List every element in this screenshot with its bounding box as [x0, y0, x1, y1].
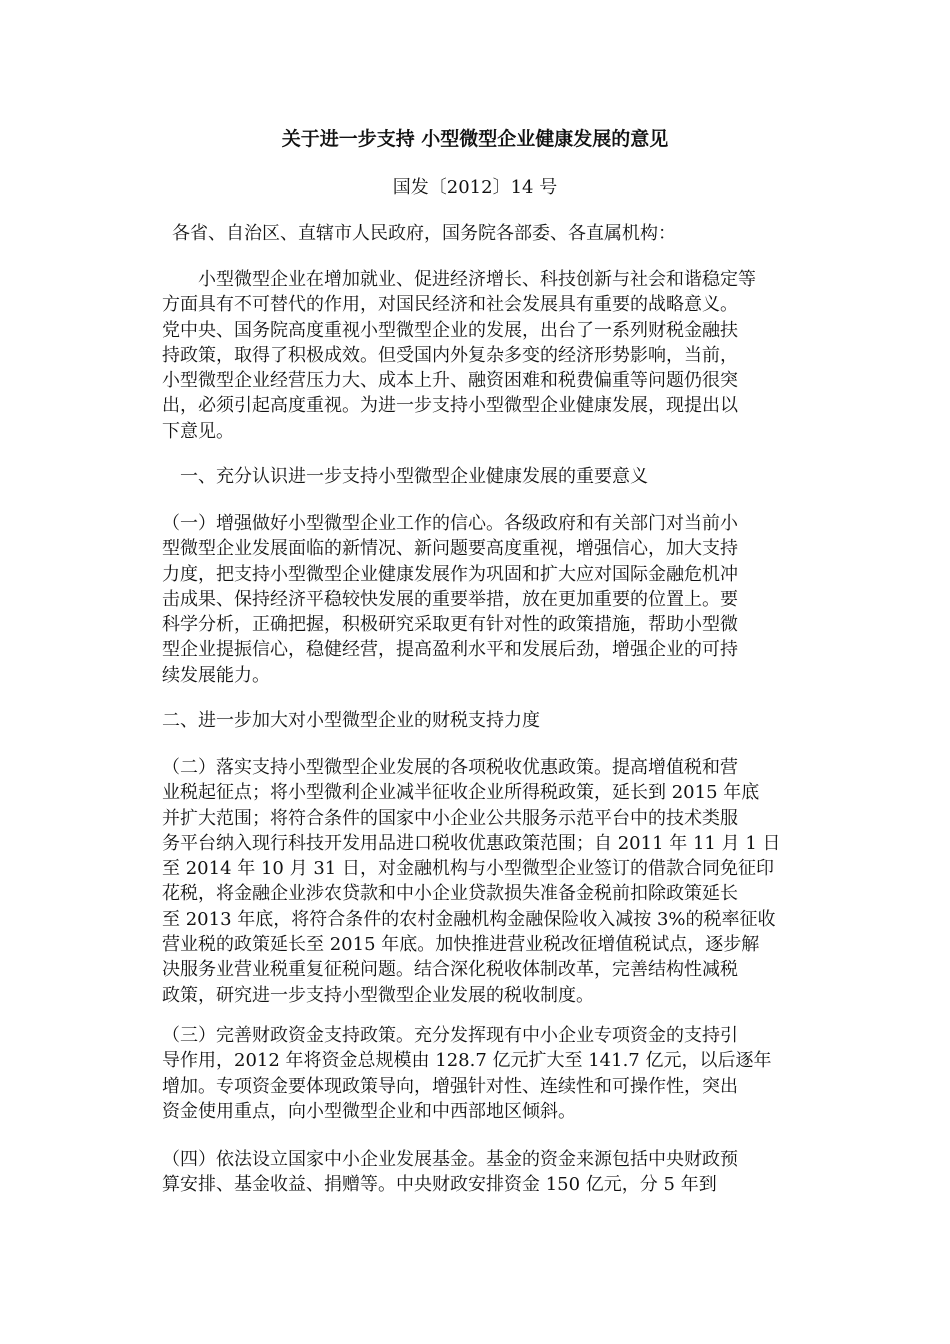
section-heading-2: 二、进一步加大对小型微型企业的财税支持力度	[162, 710, 540, 731]
text-line: 型微型企业发展面临的新情况、新问题要高度重视，增强信心，加大支持	[162, 538, 738, 560]
text-line: （三）完善财政资金支持政策。充分发挥现有中小企业专项资金的支持引	[162, 1025, 738, 1046]
document-number: 国发〔2012〕14 号	[392, 177, 558, 198]
text-line: 增加。专项资金要体现政策导向，增强针对性、连续性和可操作性，突出	[162, 1075, 738, 1097]
intro-paragraph	[162, 267, 788, 444]
item-1-paragraph	[162, 511, 788, 688]
text-line: 力度，把支持小型微型企业健康发展作为巩固和扩大应对国际金融危机冲	[162, 563, 738, 585]
text-line: 击成果、保持经济平稳较快发展的重要举措，放在更加重要的位置上。要	[162, 588, 738, 610]
text-line: 导作用，2012 年将资金总规模由 128.7 亿元扩大至 141.7 亿元，以后逐年	[162, 1050, 772, 1072]
text-line: 算安排、基金收益、捐赠等。中央财政安排资金 150 亿元，分 5 年到	[162, 1174, 717, 1196]
text-line: 业税起征点；将小型微利企业减半征收企业所得税政策，延长到 2015 年底	[162, 782, 760, 804]
text-line: 营业税的政策延长至 2015 年底。加快推进营业税改征增值税试点，逐步解	[162, 934, 760, 956]
text-line: 小型微型企业在增加就业、促进经济增长、科技创新与社会和谐稳定等	[198, 269, 756, 290]
text-line: 出，必须引起高度重视。为进一步支持小型微型企业健康发展，现提出以	[162, 395, 738, 417]
document-title: 关于进一步支持 小型微型企业健康发展的意见	[281, 128, 669, 150]
text-line: 续发展能力。	[162, 664, 270, 686]
text-line: 科学分析，正确把握，积极研究采取更有针对性的政策措施，帮助小型微	[162, 614, 738, 636]
text-line: （二）落实支持小型微型企业发展的各项税收优惠政策。提高增值税和营	[162, 757, 738, 778]
text-line: 资金使用重点，向小型微型企业和中西部地区倾斜。	[162, 1100, 576, 1122]
text-line: 持政策，取得了积极成效。但受国内外复杂多变的经济形势影响，当前，	[162, 344, 738, 366]
text-line: 务平台纳入现行科技开发用品进口税收优惠政策范围；自 2011 年 11 月 1 日	[162, 832, 781, 854]
section-heading-1: 一、充分认识进一步支持小型微型企业健康发展的重要意义	[180, 466, 648, 487]
salutation: 各省、自治区、直辖市人民政府，国务院各部委、各直属机构：	[172, 223, 676, 244]
text-line: 花税，将金融企业涉农贷款和中小企业贷款损失准备金税前扣除政策延长	[162, 883, 738, 905]
text-line: 党中央、国务院高度重视小型微型企业的发展，出台了一系列财税金融扶	[162, 319, 738, 341]
text-line: （一）增强做好小型微型企业工作的信心。各级政府和有关部门对当前小	[162, 513, 738, 534]
text-line: 决服务业营业税重复征税问题。结合深化税收体制改革，完善结构性减税	[162, 959, 738, 981]
item-3-paragraph	[162, 1023, 788, 1124]
text-line: 至 2013 年底，将符合条件的农村金融机构金融保险收入减按 3%的税率征收	[162, 908, 776, 930]
text-line: 小型微型企业经营压力大、成本上升、融资困难和税费偏重等问题仍很突	[162, 370, 738, 392]
text-line: （四）依法设立国家中小企业发展基金。基金的资金来源包括中央财政预	[162, 1149, 738, 1170]
text-line: 至 2014 年 10 月 31 日，对金融机构与小型微型企业签订的借款合同免征印	[162, 858, 774, 880]
text-line: 方面具有不可替代的作用，对国民经济和社会发展具有重要的战略意义。	[162, 294, 738, 316]
text-line: 型企业提振信心，稳健经营，提高盈利水平和发展后劲，增强企业的可持	[162, 639, 738, 661]
text-line: 政策，研究进一步支持小型微型企业发展的税收制度。	[162, 984, 594, 1006]
text-line: 并扩大范围；将符合条件的国家中小企业公共服务示范平台中的技术类服	[162, 807, 738, 829]
item-2-paragraph	[162, 755, 788, 1008]
item-4-paragraph	[162, 1147, 788, 1198]
text-line: 下意见。	[162, 420, 234, 442]
